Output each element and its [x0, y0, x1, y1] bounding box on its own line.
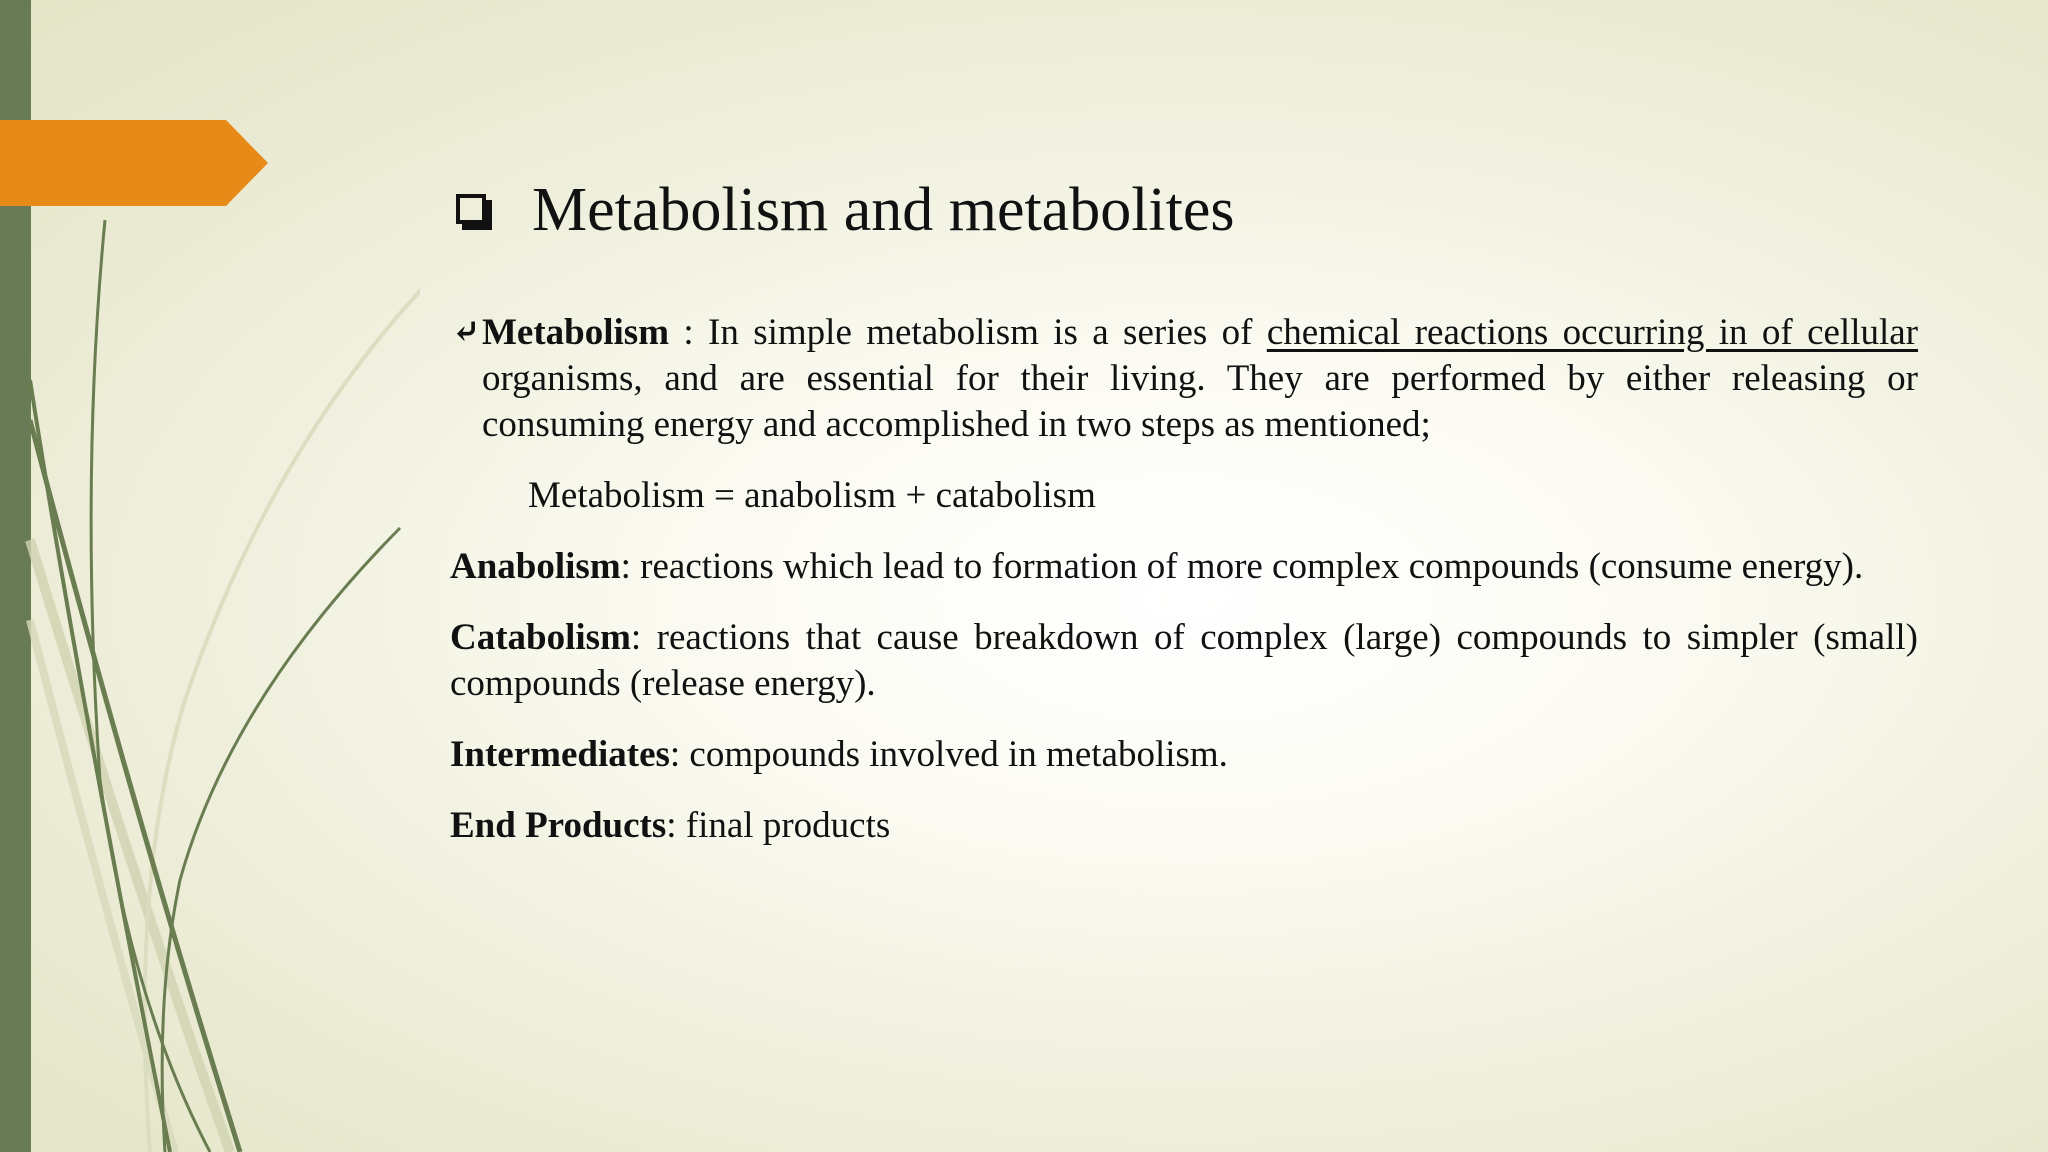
intermediates-paragraph	[450, 732, 1918, 778]
metabolism-text-rest: organisms, and are essential for their living. They are performed by either releasing or consuming energy and accomplished in two steps as mentioned;	[482, 358, 1918, 445]
intermediates-text: : compounds involved in metabolism.	[669, 734, 1228, 775]
metabolism-underlined-text: chemical reactions occurring in of cellular	[1266, 312, 1918, 353]
orange-arrow-banner	[0, 120, 268, 206]
anabolism-text: : reactions which lead to formation of more complex compounds (consume energy).	[620, 546, 1864, 587]
intermediates-term: Intermediates	[450, 734, 670, 775]
curved-arrow-bullet-icon: ⤶	[452, 314, 481, 351]
catabolism-text: : reactions that cause breakdown of complex (large) compounds to simpler (small) compounds (release energy).	[450, 617, 1918, 704]
metabolism-text-intro: : In simple metabolism is a series of	[669, 312, 1267, 353]
anabolism-term: Anabolism	[450, 546, 621, 587]
checkbox-square-icon	[456, 194, 492, 230]
metabolism-term: Metabolism	[482, 312, 670, 353]
catabolism-paragraph	[450, 615, 1918, 707]
slide-body	[450, 310, 1918, 849]
metabolism-paragraph	[450, 310, 1918, 448]
metabolism-formula: Metabolism = anabolism + catabolism	[528, 475, 1096, 516]
catabolism-term: Catabolism	[450, 617, 631, 658]
end-products-text: : final products	[666, 805, 891, 846]
end-products-paragraph	[450, 803, 1918, 849]
title-row	[456, 170, 1235, 250]
end-products-term: End Products	[450, 805, 667, 846]
page-title: Metabolism and metabolites	[532, 176, 1235, 244]
anabolism-paragraph	[450, 544, 1918, 590]
